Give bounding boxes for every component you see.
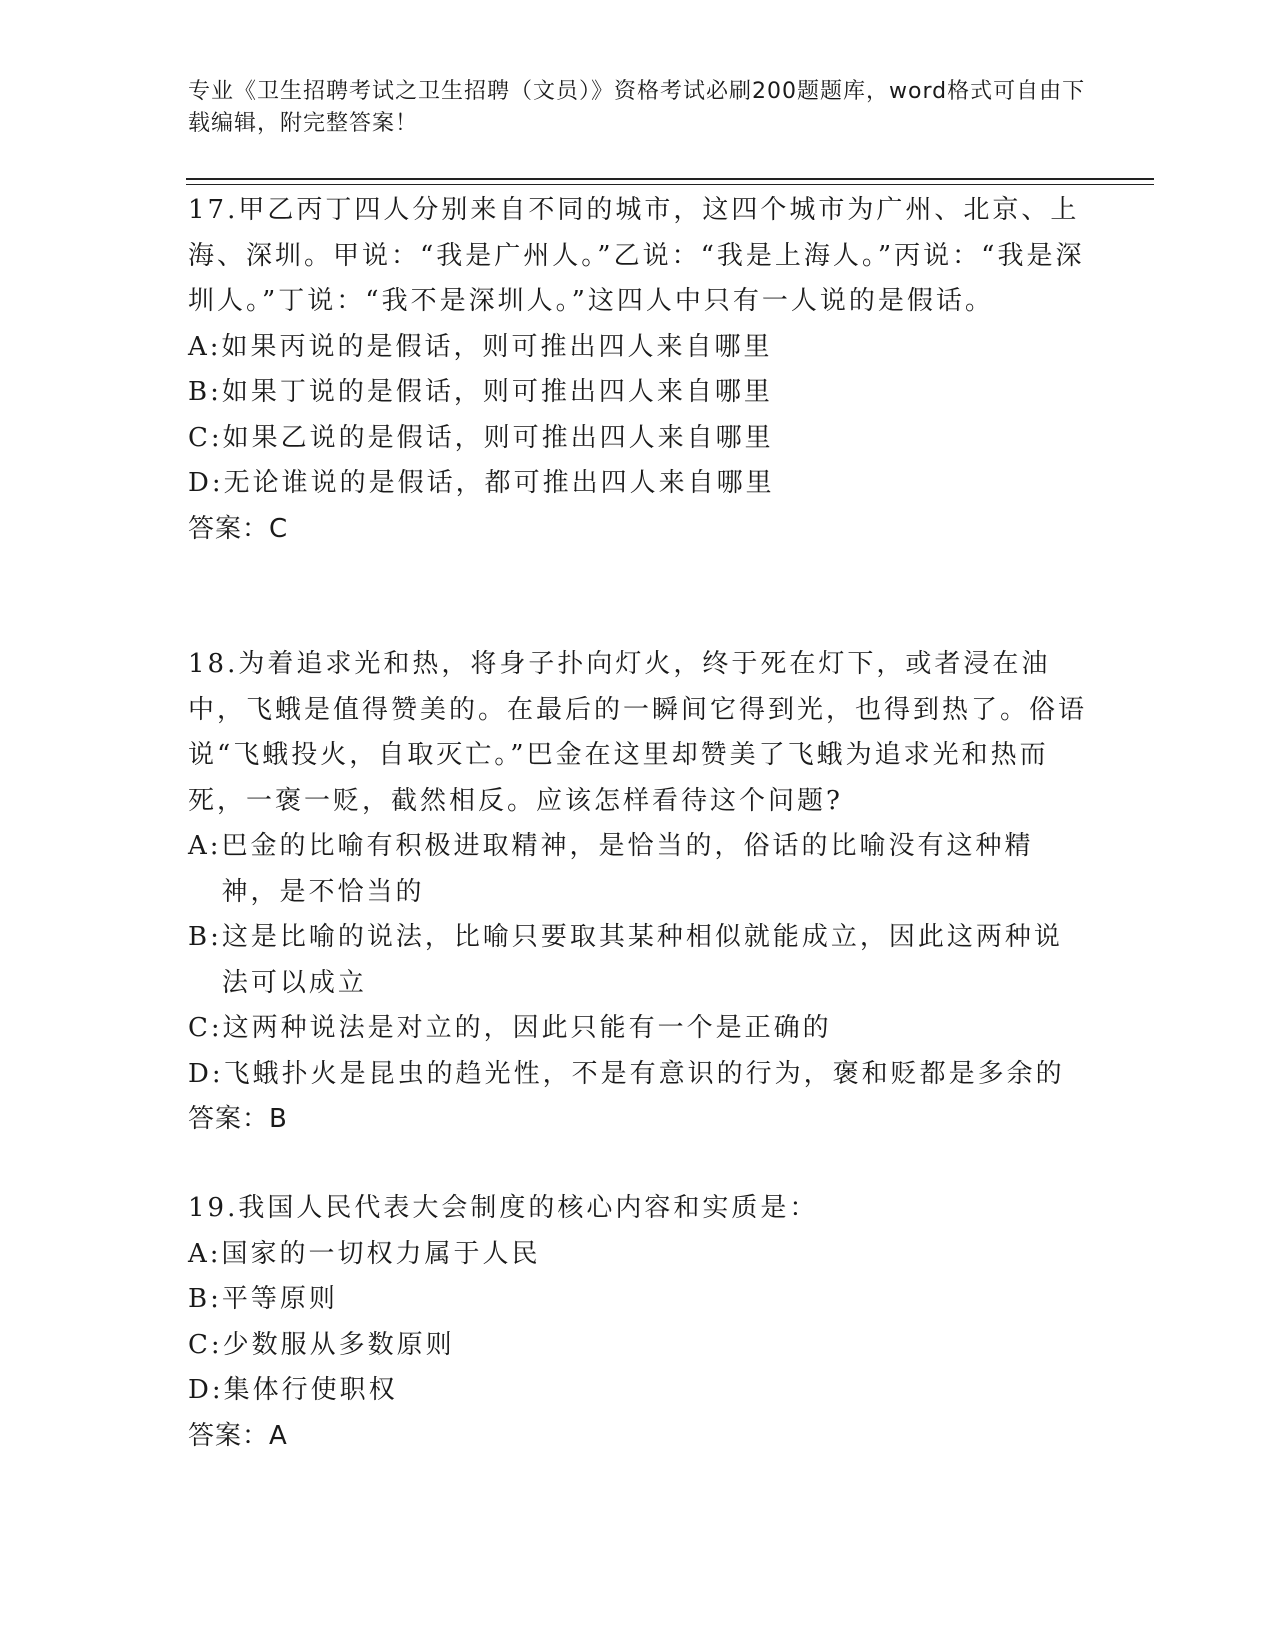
option-letter: A: [188,1238,222,1269]
option-text: 飞蛾扑火是昆虫的趋光性，不是有意识的行为，褒和贬都是多余的 [223,1058,1065,1089]
option-text: 这两种说法是对立的，因此只能有一个是正确的 [222,1013,832,1043]
option-a [188,824,1088,915]
option-c [188,416,1088,462]
option-text: 如果丁说的是假话，则可推出四人来自哪里 [221,377,773,407]
answer [188,1414,1088,1460]
question-17 [188,188,1088,552]
question-19 [188,1186,1088,1459]
option-letter: B: [188,922,222,952]
answer-label: 答案： [188,1420,270,1451]
answer-label: 答案： [188,513,270,544]
document-header: 专业《卫生招聘考试之卫生招聘（文员）》资格考试必刷200题题库，word格式可自由下载编辑，附完整答案！ [188,79,1086,136]
option-letter: D: [188,1375,224,1405]
option-letter: B: [188,1284,222,1314]
option-letter: C: [188,1013,223,1043]
header-rule-thin [186,184,1154,185]
option-text: 少数服从多数原则 [222,1329,455,1360]
option-letter: A: [188,331,222,362]
option-letter: D: [188,468,224,498]
option-c [188,1323,1088,1369]
question-stem: 19.我国人民代表大会制度的核心内容和实质是： [188,1193,819,1223]
option-text: 这是比喻的说法，比喻只要取其某种相似就能成立，因此这两种说法可以成立 [221,922,1063,998]
option-text: 巴金的比喻有积极进取精神，是恰当的，俗话的比喻没有这种精神，是不恰当的 [221,831,1034,907]
answer-value: A [269,1420,288,1451]
option-b [188,370,1088,416]
answer-value: B [269,1104,288,1134]
option-a [188,1232,1088,1278]
option-d [188,1052,1088,1098]
answer [188,507,1088,553]
option-letter: D: [188,1058,224,1089]
option-letter: C: [188,422,223,453]
option-letter: B: [188,377,222,407]
option-d [188,461,1088,507]
header-rule-thick [186,178,1154,180]
option-text: 无论谁说的是假话，都可推出四人来自哪里 [223,468,775,498]
option-text: 国家的一切权力属于人民 [221,1238,541,1269]
option-a [188,325,1088,371]
option-text: 如果乙说的是假话，则可推出四人来自哪里 [222,422,774,453]
answer-value: C [269,513,289,544]
answer [188,1097,1088,1143]
question-18 [188,642,1088,1143]
option-text: 平等原则 [221,1284,338,1314]
option-b [188,1277,1088,1323]
option-letter: C: [188,1329,223,1360]
answer-label: 答案： [188,1104,270,1134]
question-stem: 17.甲乙丙丁四人分别来自不同的城市，这四个城市为广州、北京、上海、深圳。甲说：“我是广州人。”乙说：“我是上海人。”丙说：“我是深圳人。”丁说：“我不是深圳人。”这四人中只有一人说的是假话。 [188,195,1085,316]
option-text: 集体行使职权 [223,1375,398,1405]
option-text: 如果丙说的是假话，则可推出四人来自哪里 [221,331,773,362]
option-b [188,915,1088,1006]
option-letter: A: [188,831,222,861]
option-d [188,1368,1088,1414]
option-c [188,1006,1088,1052]
question-stem: 18.为着追求光和热，将身子扑向灯火，终于死在灯下，或者浸在油中，飞蛾是值得赞美的。在最后的一瞬间它得到光，也得到热了。俗语说“飞蛾投火，自取灭亡。”巴金在这里却赞美了飞蛾为追求光和热而死，一褒一贬，截然相反。应该怎样看待这个问题? [188,649,1088,816]
